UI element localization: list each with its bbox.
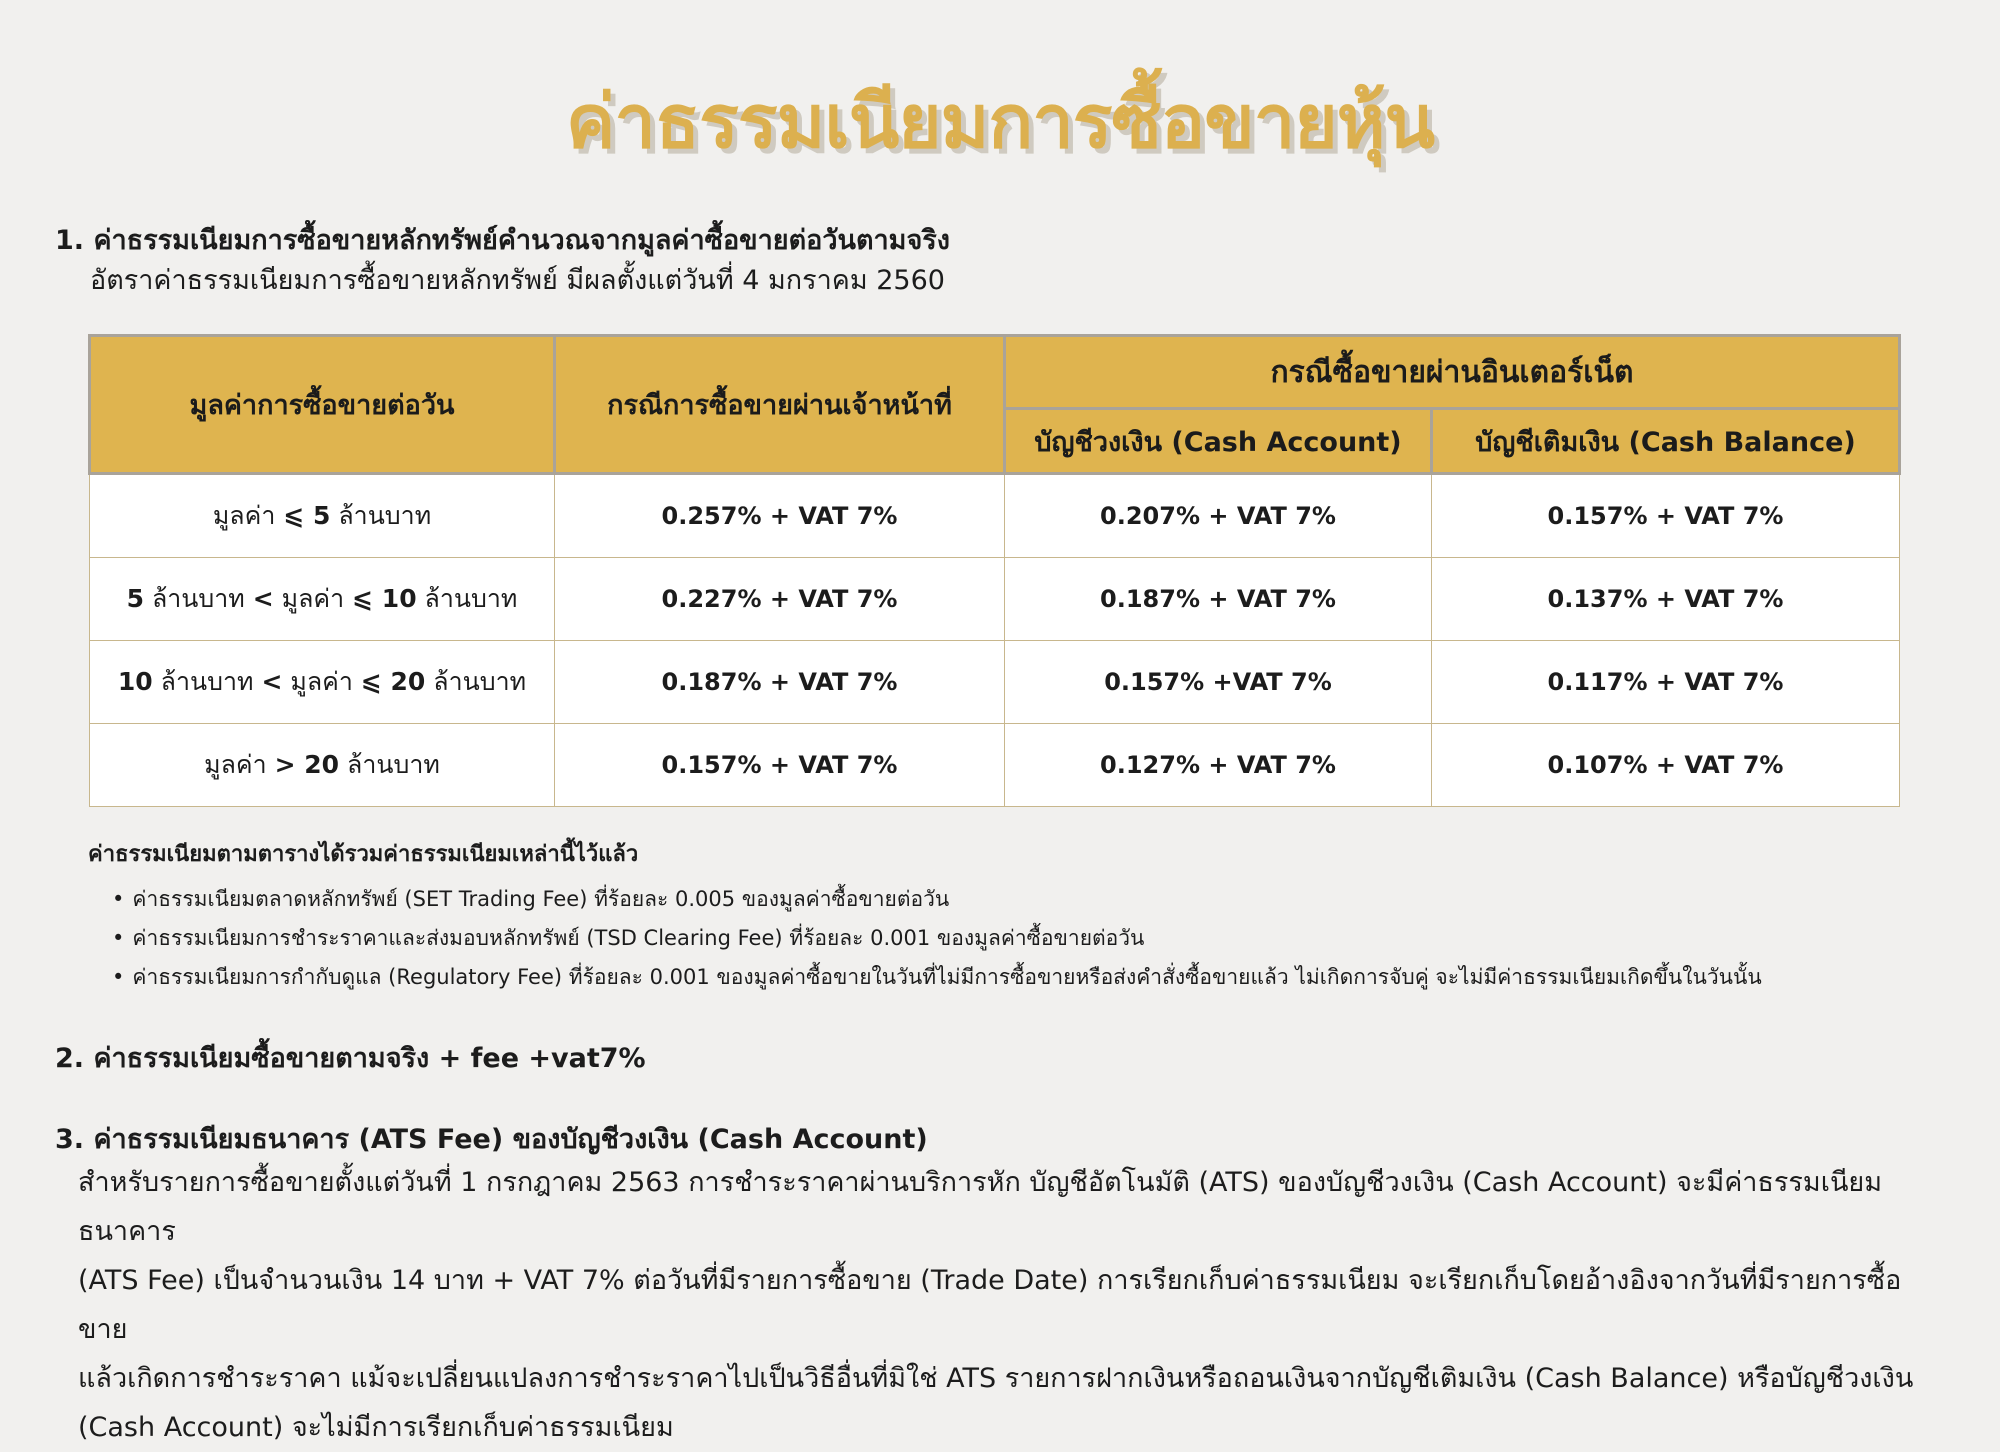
- fee-table: [88, 334, 1901, 807]
- range-text: <: [252, 584, 274, 613]
- cash-balance-rate-cell: 0.107% + VAT 7%: [1432, 724, 1900, 807]
- range-cell: [90, 474, 555, 558]
- range-text: 5: [126, 584, 144, 613]
- note-item: • ค่าธรรมเนียมตลาดหลักทรัพย์ (SET Trading Fee) ที่ร้อยละ 0.005 ของมูลค่าซื้อขายต่อวัน: [112, 880, 1762, 919]
- range-text: ล้านบาท: [144, 584, 253, 613]
- range-cell: [90, 558, 555, 641]
- cash-account-rate-cell: 0.187% + VAT 7%: [1005, 558, 1432, 641]
- range-text: มูลค่า: [282, 667, 361, 696]
- table-row: [90, 724, 1900, 807]
- header-daily-value: มูลค่าการซื้อขายต่อวัน: [90, 336, 555, 474]
- section-3-line: (Cash Account) จะไม่มีการเรียกเก็บค่าธรรมเนียม: [78, 1412, 674, 1443]
- table-row: [90, 474, 1900, 558]
- range-text: ล้านบาท: [339, 750, 440, 779]
- section-3-line: (ATS Fee) เป็นจำนวนเงิน 14 บาท + VAT 7% ต่อวันที่มีรายการซื้อขาย (Trade Date) การเรียกเก็บค่าธรรมเนียม จะเรียกเก็บโดยอ้างอิงจากวันที่มีรายการซื้อขาย: [78, 1265, 1902, 1345]
- cash-balance-rate-cell: 0.157% + VAT 7%: [1432, 474, 1900, 558]
- range-text: ล้านบาท: [152, 667, 262, 696]
- range-text: ล้านบาท: [330, 501, 432, 530]
- notes-list: [112, 880, 1762, 997]
- note-item: • ค่าธรรมเนียมการกำกับดูแล (Regulatory Fee) ที่ร้อยละ 0.001 ของมูลค่าซื้อขายในวันที่ไม่มีการซื้อขายหรือส่งคำสั่งซื้อขายแล้ว ไม่เกิดการจับคู่ จะไม่มีค่าธรรมเนียมเกิดขึ้นในวันนั้น: [112, 958, 1762, 997]
- notes-title: ค่าธรรมเนียมตามตารางได้รวมค่าธรรมเนียมเหล่านี้ไว้แล้ว: [88, 842, 639, 867]
- cash-balance-rate-cell: 0.137% + VAT 7%: [1432, 558, 1900, 641]
- range-text: มูลค่า: [204, 750, 275, 779]
- page-title: ค่าธรรมเนียมการซื้อขายหุ้น: [565, 79, 1435, 165]
- officer-rate-cell: 0.187% + VAT 7%: [555, 641, 1005, 724]
- range-text: 10: [117, 667, 153, 696]
- header-cash-balance: บัญชีเติมเงิน (Cash Balance): [1432, 409, 1900, 474]
- table-row: [90, 641, 1900, 724]
- cash-account-rate-cell: 0.207% + VAT 7%: [1005, 474, 1432, 558]
- section-3-body: [78, 1158, 1938, 1452]
- range-text: <: [261, 667, 283, 696]
- range-text: ล้านบาท: [416, 584, 518, 613]
- range-text: ⩽ 10: [352, 584, 417, 613]
- header-cash-account: บัญชีวงเงิน (Cash Account): [1005, 409, 1432, 474]
- range-cell: [90, 724, 555, 807]
- officer-rate-cell: 0.227% + VAT 7%: [555, 558, 1005, 641]
- header-via-officer: กรณีการซื้อขายผ่านเจ้าหน้าที่: [555, 336, 1005, 474]
- range-text: > 20: [274, 750, 340, 779]
- section-1-subheading: อัตราค่าธรรมเนียมการซื้อขายหลักทรัพย์ มีผลตั้งแต่วันที่ 4 มกราคม 2560: [90, 265, 945, 296]
- officer-rate-cell: 0.257% + VAT 7%: [555, 474, 1005, 558]
- section-3-line: สำหรับรายการซื้อขายตั้งแต่วันที่ 1 กรกฎาคม 2563 การชำระราคาผ่านบริการหัก บัญชีอัตโนมัติ (ATS) ของบัญชีวงเงิน (Cash Account) จะมีค่าธรรมเนียมธนาคาร: [78, 1167, 1883, 1247]
- cash-account-rate-cell: 0.127% + VAT 7%: [1005, 724, 1432, 807]
- section-2-heading: 2. ค่าธรรมเนียมซื้อขายตามจริง + fee +vat7%: [55, 1043, 646, 1074]
- range-text: มูลค่า: [273, 584, 353, 613]
- cash-balance-rate-cell: 0.117% + VAT 7%: [1432, 641, 1900, 724]
- header-via-internet: กรณีซื้อขายผ่านอินเตอร์เน็ต: [1005, 336, 1900, 409]
- range-text: มูลค่า: [212, 501, 284, 530]
- officer-rate-cell: 0.157% + VAT 7%: [555, 724, 1005, 807]
- range-text: ⩽ 20: [360, 667, 426, 696]
- section-3-line: แล้วเกิดการชำระราคา แม้จะเปลี่ยนแปลงการชำระราคาไปเป็นวิธีอื่นที่มิใช่ ATS รายการฝากเงินหรือถอนเงินจากบัญชีเติมเงิน (Cash Balance) หรือบัญชีวงเงิน: [78, 1363, 1914, 1394]
- section-1-heading: 1. ค่าธรรมเนียมการซื้อขายหลักทรัพย์คำนวณจากมูลค่าซื้อขายต่อวันตามจริง: [55, 225, 950, 256]
- range-text: ล้านบาท: [425, 667, 527, 696]
- note-item: • ค่าธรรมเนียมการชำระราคาและส่งมอบหลักทรัพย์ (TSD Clearing Fee) ที่ร้อยละ 0.001 ของมูลค่าซื้อขายต่อวัน: [112, 919, 1762, 958]
- table-row: [90, 558, 1900, 641]
- range-cell: [90, 641, 555, 724]
- cash-account-rate-cell: 0.157% +VAT 7%: [1005, 641, 1432, 724]
- range-text: ⩽ 5: [283, 501, 331, 530]
- section-3-heading: 3. ค่าธรรมเนียมธนาคาร (ATS Fee) ของบัญชีวงเงิน (Cash Account): [55, 1124, 928, 1155]
